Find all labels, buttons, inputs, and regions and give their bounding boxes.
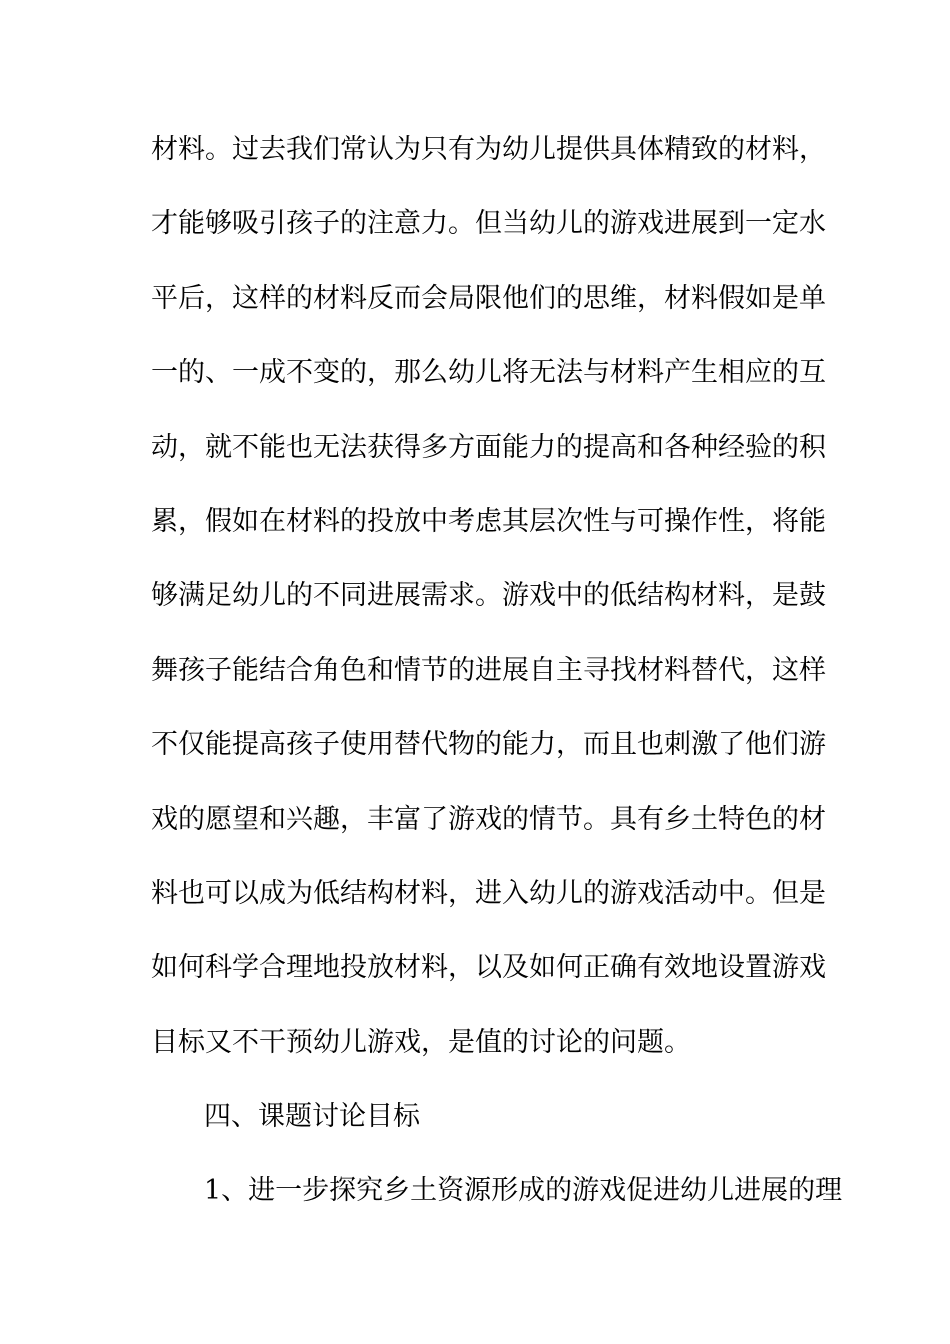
paragraph-line-4: 一的、一成不变的，那么幼儿将无法与材料产生相应的互 (151, 357, 826, 389)
paragraph-line-13: 目标又不干预幼儿游戏，是值的讨论的问题。 (151, 1026, 691, 1058)
body-text (151, 130, 843, 1246)
paragraph-line-9: 不仅能提高孩子使用替代物的能力，而且也刺激了他们游 (151, 729, 826, 761)
paragraph-line-2: 才能够吸引孩子的注意力。但当幼儿的游戏进展到一定水 (151, 208, 826, 240)
paragraph-line-10: 戏的愿望和兴趣，丰富了游戏的情节。具有乡土特色的材 (151, 803, 826, 835)
list-item-1: 1、进一步探究乡土资源形成的游戏促进幼儿进展的理 (204, 1175, 843, 1207)
paragraph-line-7: 够满足幼儿的不同进展需求。游戏中的低结构材料，是鼓 (151, 580, 826, 612)
paragraph-line-1: 材料。过去我们常认为只有为幼儿提供具体精致的材料， (151, 134, 826, 165)
paragraph-line-11: 料也可以成为低结构材料，进入幼儿的游戏活动中。但是 (151, 877, 826, 909)
paragraph-line-12: 如何科学合理地投放材料，以及如何正确有效地设置游戏 (151, 952, 826, 984)
section-heading: 四、课题讨论目标 (204, 1101, 420, 1133)
paragraph-line-8: 舞孩子能结合角色和情节的进展自主寻找材料替代，这样 (151, 654, 826, 686)
paragraph-line-6: 累，假如在材料的投放中考虑其层次性与可操作性，将能 (151, 505, 826, 537)
paragraph-line-5: 动，就不能也无法获得多方面能力的提高和各种经验的积 (151, 431, 826, 463)
paragraph-line-3: 平后，这样的材料反而会局限他们的思维，材料假如是单 (151, 282, 826, 314)
